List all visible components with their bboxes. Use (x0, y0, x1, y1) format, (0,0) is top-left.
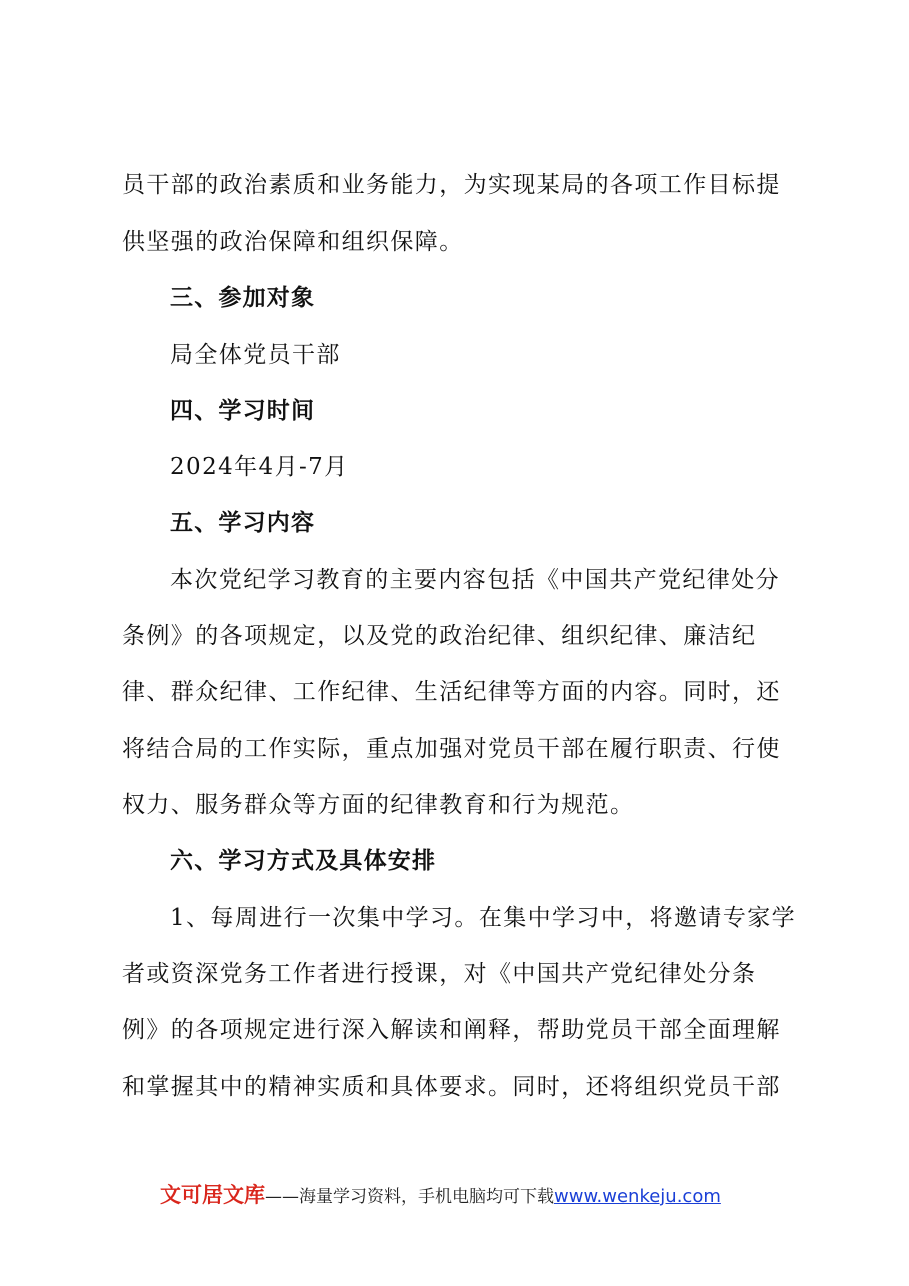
footer-slogan: ——海量学习资料，手机电脑均可下载 (265, 1187, 554, 1207)
body-line: 1、每周进行一次集中学习。在集中学习中，将邀请专家学 (170, 905, 797, 931)
section-heading-study-method: 六、学习方式及具体安排 (170, 847, 437, 874)
body-line: 员干部的政治素质和业务能力，为实现某局的各项工作目标提 (122, 172, 781, 198)
body-line: 和掌握其中的精神实质和具体要求。同时，还将组织党员干部 (122, 1074, 781, 1100)
body-line: 律、群众纪律、工作纪律、生活纪律等方面的内容。同时，还 (122, 679, 781, 705)
body-line-date-range: 2024年4月-7月 (170, 454, 349, 480)
body-line: 例》的各项规定进行深入解读和阐释，帮助党员干部全面理解 (122, 1017, 781, 1043)
body-line: 供坚强的政治保障和组织保障。 (122, 229, 464, 255)
section-heading-study-time: 四、学习时间 (170, 397, 316, 424)
body-line: 本次党纪学习教育的主要内容包括《中国共产党纪律处分 (170, 567, 780, 593)
body-line: 者或资深党务工作者进行授课，对《中国共产党纪律处分条 (122, 961, 757, 987)
footer-brand: 文可居文库 (160, 1183, 265, 1207)
body-line: 权力、服务群众等方面的纪律教育和行为规范。 (122, 792, 635, 818)
footer-watermark (160, 1182, 721, 1210)
footer-url-link[interactable]: www.wenkeju.com (554, 1186, 721, 1207)
body-line: 条例》的各项规定，以及党的政治纪律、组织纪律、廉洁纪 (122, 623, 757, 649)
section-heading-study-content: 五、学习内容 (170, 509, 316, 536)
body-line: 将结合局的工作实际，重点加强对党员干部在履行职责、行使 (122, 736, 781, 762)
body-line: 局全体党员干部 (170, 342, 341, 368)
section-heading-participants: 三、参加对象 (170, 284, 316, 311)
